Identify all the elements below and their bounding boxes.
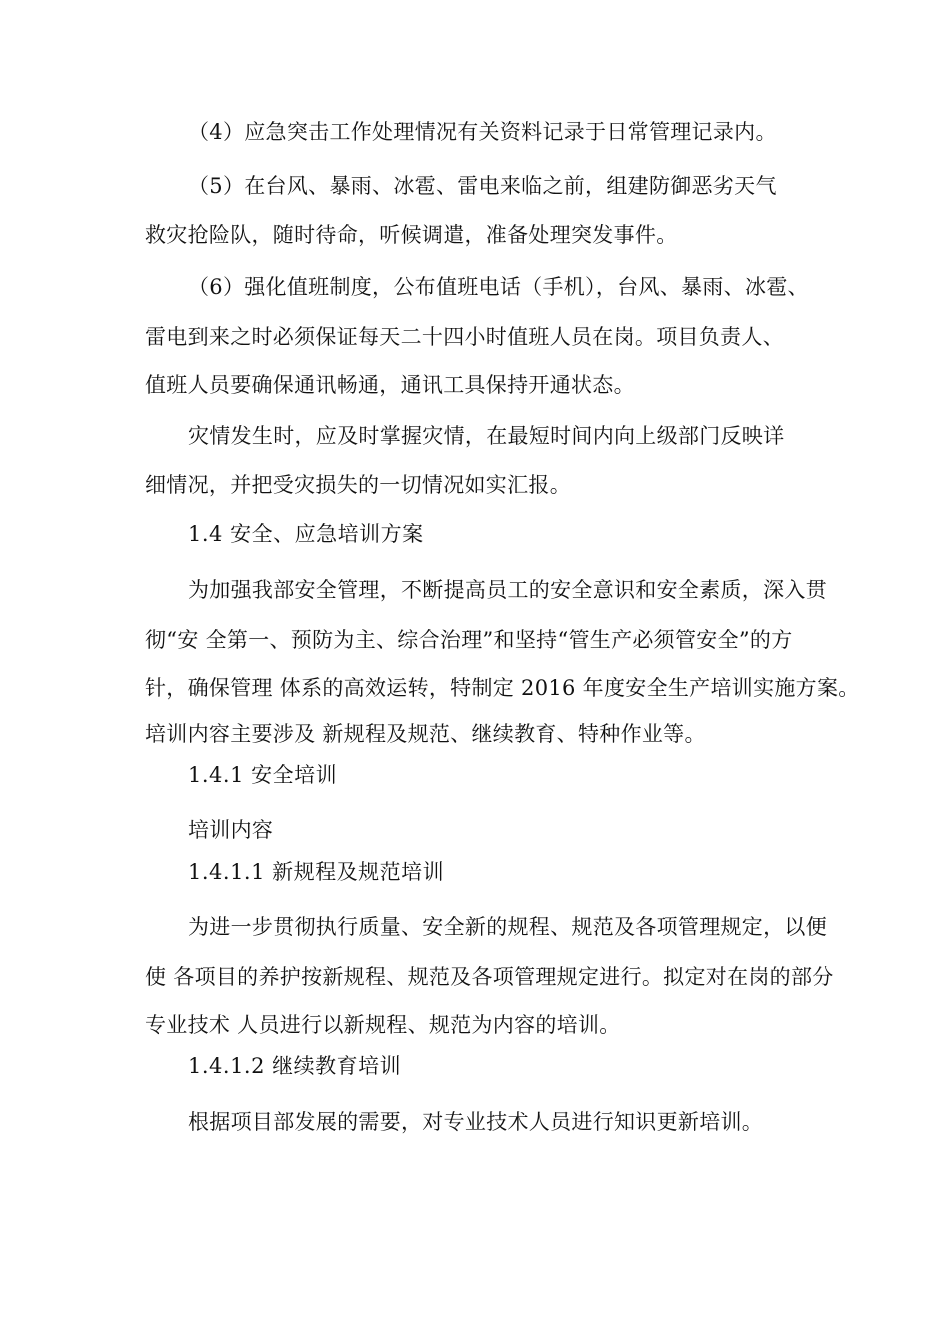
paragraph-line: 根据项目部发展的需要，对专业技术人员进行知识更新培训。 — [188, 1110, 764, 1134]
paragraph-line: （5）在台风、暴雨、冰雹、雷电来临之前，组建防御恶劣天气 — [188, 174, 777, 198]
paragraph-line: 针，确保管理 体系的高效运转，特制定 2016 年度安全生产培训实施方案。 — [145, 676, 860, 700]
section-heading: 1.4.1.2 继续教育培训 — [188, 1054, 402, 1078]
paragraph-line: （6）强化值班制度，公布值班电话（手机），台风、暴雨、冰雹、 — [188, 275, 809, 299]
paragraph-line: 为进一步贯彻执行质量、安全新的规程、规范及各项管理规定，以便 — [188, 915, 827, 939]
paragraph-line: 雷电到来之时必须保证每天二十四小时值班人员在岗。项目负责人、 — [145, 325, 784, 349]
paragraph-line: 为加强我部安全管理，不断提高员工的安全意识和安全素质，深入贯 — [188, 578, 827, 602]
paragraph-line: 细情况，并把受灾损失的一切情况如实汇报。 — [145, 473, 571, 497]
paragraph-line: 培训内容主要涉及 新规程及规范、继续教育、特种作业等。 — [145, 722, 706, 746]
paragraph-line: 灾情发生时，应及时掌握灾情，在最短时间内向上级部门反映详 — [188, 424, 785, 448]
paragraph-line: 彻“安 全第一、预防为主、综合治理”和坚持“管生产必须管安全”的方 — [145, 628, 793, 652]
section-heading: 1.4.1.1 新规程及规范培训 — [188, 860, 445, 884]
paragraph-line: 救灾抢险队，随时待命，听候调遣，准备处理突发事件。 — [145, 223, 678, 247]
section-heading: 1.4 安全、应急培训方案 — [188, 522, 424, 546]
paragraph-line: 专业技术 人员进行以新规程、规范为内容的培训。 — [145, 1013, 621, 1037]
paragraph-line: 培训内容 — [188, 818, 274, 842]
paragraph-line: 值班人员要确保通讯畅通，通讯工具保持开通状态。 — [145, 373, 635, 397]
paragraph-line: （4）应急突击工作处理情况有关资料记录于日常管理记录内。 — [188, 120, 777, 144]
paragraph-line: 使 各项目的养护按新规程、规范及各项管理规定进行。拟定对在岗的部分 — [145, 965, 834, 989]
section-heading: 1.4.1 安全培训 — [188, 763, 338, 787]
